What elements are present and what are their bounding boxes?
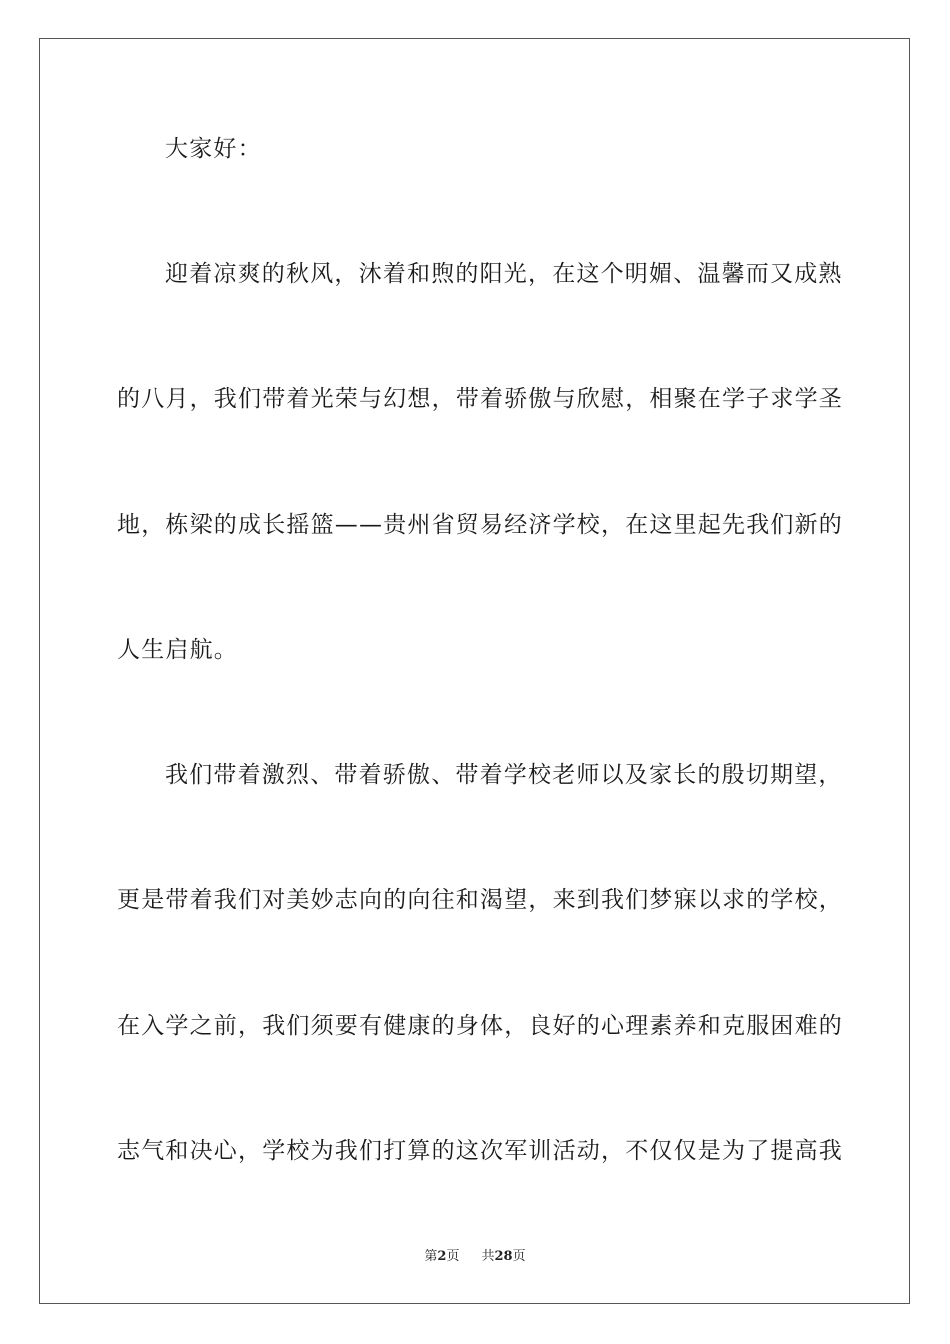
paragraph-2-line-1: 我们带着激烈、带着骄傲、带着学校老师以及家长的殷切期望， (165, 762, 843, 788)
total-suffix: 页 (512, 1249, 526, 1264)
paragraph-2-line-4: 志气和决心，学校为我们打算的这次军训活动，不仅仅是为了提高我 (117, 1138, 843, 1164)
paragraph-1-line-4: 人生启航。 (117, 637, 238, 663)
paragraph-2-line-2: 更是带着我们对美妙志向的向往和渴望，来到我们梦寐以求的学校， (117, 887, 843, 913)
greeting: 大家好： (165, 136, 262, 162)
total-prefix: 共 (481, 1249, 495, 1264)
page-footer (0, 1248, 950, 1266)
page-current: 2 (437, 1249, 447, 1264)
page-prefix: 第 (424, 1249, 438, 1264)
page-suffix: 页 (446, 1249, 460, 1264)
paragraph-2-line-3: 在入学之前，我们须要有健康的身体，良好的心理素养和克服困难的 (117, 1013, 843, 1039)
paragraph-1-line-1: 迎着凉爽的秋风，沐着和煦的阳光，在这个明媚、温馨而又成熟 (165, 261, 843, 287)
paragraph-1-line-3: 地，栋梁的成长摇篮——贵州省贸易经济学校，在这里起先我们新的 (117, 512, 843, 538)
page-border (39, 38, 910, 1304)
paragraph-1-line-2: 的八月，我们带着光荣与幻想，带着骄傲与欣慰，相聚在学子求学圣 (117, 386, 843, 412)
page-total: 28 (494, 1249, 513, 1264)
